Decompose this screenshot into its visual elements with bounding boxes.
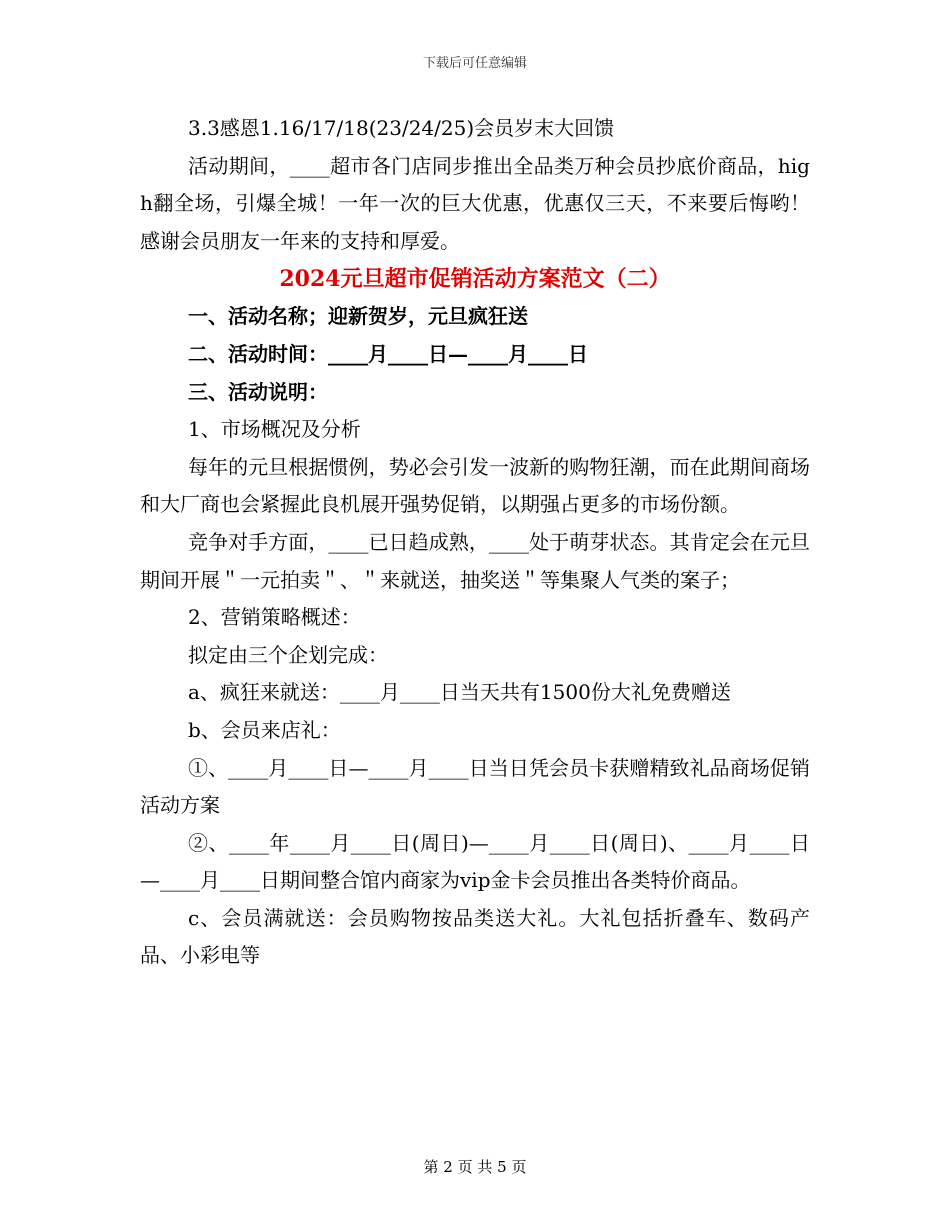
list-item-b-1: ①、____月____日—____月____日当日凭会员卡获赠精致礼品商场促销活动方案 xyxy=(140,755,810,818)
page-footer: 第 2 页 共 5 页 xyxy=(423,1158,527,1176)
document-body xyxy=(140,110,810,975)
heading-activity-name: 一、活动名称；迎新贺岁，元旦疯狂送 xyxy=(188,304,528,329)
list-item-b-2: ②、____年____月____日(周日)—____月____日(周日)、____月____日—____月____日期间整合馆内商家为vip金卡会员推出各类特价商品。 xyxy=(140,830,810,893)
subheading-marketing-strategy: 2、营销策略概述： xyxy=(188,605,361,630)
heading-activity-description: 三、活动说明： xyxy=(188,379,328,404)
paragraph-market-analysis: 每年的元旦根据惯例，势必会引发一波新的购物狂潮，而在此期间商场和大厂商也会紧握此良机展开强势促销，以期强占更多的市场份额。 xyxy=(140,454,810,517)
paragraph-competitors: 竞争对手方面，____已日趋成熟，____处于萌芽状态。其肯定会在元旦期间开展＂一元拍卖＂、＂来就送，抽奖送＂等集聚人气类的案子； xyxy=(140,529,810,592)
subheading-market-analysis: 1、市场概况及分析 xyxy=(188,417,361,442)
paragraph-three-plans: 拟定由三个企划完成： xyxy=(188,642,388,667)
heading-activity-time: 二、活动时间：____月____日—____月____日 xyxy=(188,341,588,366)
list-item-c: c、会员满就送：会员购物按品类送大礼。大礼包括折叠车、数码产品、小彩电等 xyxy=(140,905,810,968)
paragraph-activity-period: 活动期间，____超市各门店同步推出全品类万种会员抄底价商品，high翻全场，引爆全城！一年一次的巨大优惠，优惠仅三天，不来要后悔哟！感谢会员朋友一年来的支持和厚爱。 xyxy=(140,153,810,253)
page-header: 下载后可任意编辑 xyxy=(422,56,527,71)
list-item-a: a、疯狂来就送：____月____日当天共有1500份大礼免费赠送 xyxy=(188,680,731,705)
list-item-b: b、会员来店礼： xyxy=(188,717,341,742)
section-3-3-heading: 3.3感恩1.16/17/18(23/24/25)会员岁末大回馈 xyxy=(188,116,615,140)
document-title: 2024元旦超市促销活动方案范文（二） xyxy=(279,266,671,293)
